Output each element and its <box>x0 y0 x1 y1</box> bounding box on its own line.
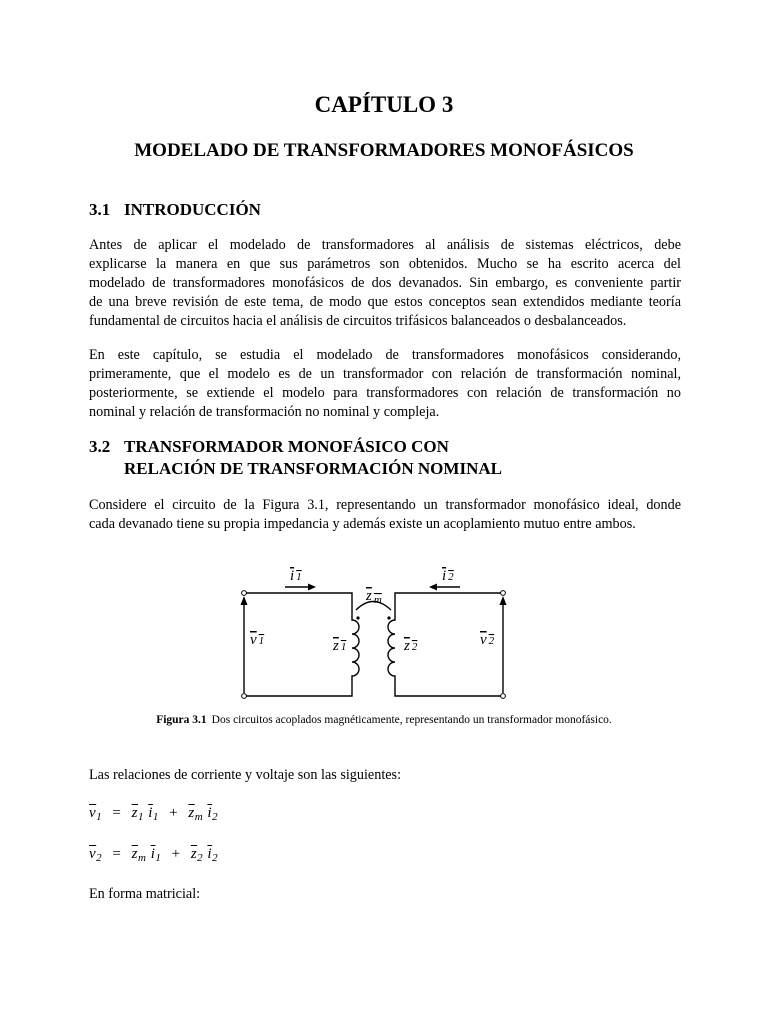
text-line: primeramente, que el modelo es de un transformador con relación de transformación nominal, <box>89 366 681 382</box>
section-number: 3.2 <box>89 437 111 456</box>
text-line: Antes de aplicar el modelado de transformadores al análisis de sistemas eléctricos, debe <box>89 237 681 253</box>
transformer-circuit-diagram <box>0 560 768 710</box>
terminal-bottom-right <box>501 694 506 699</box>
polarity-dot-secondary <box>387 616 390 619</box>
terminal-top-right <box>501 591 506 596</box>
paragraph-intro-1 <box>89 236 681 331</box>
i1-arrowhead <box>308 584 316 591</box>
polarity-dot-primary <box>356 616 359 619</box>
section-number: 3.1 <box>89 200 111 219</box>
eq-operator: + <box>169 805 179 821</box>
v1-arrowhead <box>241 596 248 605</box>
eq-operator: = <box>112 846 122 862</box>
v2-arrowhead <box>500 596 507 605</box>
text-line: posteriormente, se extiende el modelo para transformadores con relación de transformación no <box>89 385 681 401</box>
paragraph-intro-2 <box>89 346 681 422</box>
left-top-wire <box>244 593 352 608</box>
terminal-top-left <box>242 591 247 596</box>
chapter-heading: CAPÍTULO 3 <box>314 92 454 117</box>
text-line: cada devanado tiene su propia impedancia y además existe un acoplamiento mutuo entre ambos. <box>89 516 636 532</box>
eq-symbol: $\overline{z}$ <box>131 846 138 862</box>
figure-caption <box>0 714 768 726</box>
section-title-line-1: TRANSFORMADOR MONOFÁSICO CON <box>124 437 449 456</box>
eq-subscript: m <box>194 811 204 823</box>
eq-symbol: $\overline{v}$ <box>89 846 97 862</box>
eq-subscript: 1 <box>137 811 144 823</box>
text-line: Las relaciones de corriente y voltaje son las siguientes: <box>89 767 402 783</box>
terminal-bottom-left <box>242 694 247 699</box>
eq-subscript: m <box>137 852 147 864</box>
eq-symbol: $\overline{z}$ <box>188 805 195 821</box>
label-z1: z 1 <box>333 638 347 654</box>
eq-subscript: 1 <box>155 852 162 864</box>
text-line: En este capítulo, se estudia el modelado de transformadores monofásicos considerando, <box>89 347 681 363</box>
section-title-line-2: RELACIÓN DE TRANSFORMACIÓN NOMINAL <box>124 459 502 478</box>
eq-operator: + <box>171 846 181 862</box>
right-top-wire <box>395 593 503 608</box>
eq-subscript: 2 <box>212 811 219 823</box>
text-line: explicarse la manera en que sus parámetros son obtenidos. Mucho se ha escrito acerca del <box>89 256 681 272</box>
section-title: INTRODUCCIÓN <box>124 200 261 219</box>
label-zm: z $_m$ <box>366 588 382 606</box>
label-z2: z 2 <box>404 638 418 654</box>
figure-caption-text: Dos circuitos acoplados magnéticamente, representando un transformador monofásico. <box>211 714 612 726</box>
text-line: En forma matricial: <box>89 886 201 902</box>
text-line: Considere el circuito de la Figura 3.1, representando un transformador monofásico ideal, donde <box>89 497 681 513</box>
i2-arrowhead <box>429 584 437 591</box>
label-i1: i 1 <box>290 568 302 584</box>
eq-subscript: 1 <box>152 811 159 823</box>
equation-v2 <box>89 846 218 864</box>
figure-caption-label: Figura 3.1 <box>156 714 207 726</box>
label-i2: i 2 <box>442 568 454 584</box>
eq-symbol: $\overline{v}$ <box>89 805 97 821</box>
chapter-title: MODELADO DE TRANSFORMADORES MONOFÁSICOS <box>134 140 634 161</box>
right-bottom-wire <box>395 680 503 696</box>
eq-symbol: $\overline{i}$ <box>207 846 213 862</box>
eq-symbol: $\overline{i}$ <box>148 805 153 821</box>
eq-subscript: 1 <box>96 811 103 823</box>
section-heading-intro <box>89 199 261 221</box>
section-heading-nominal <box>89 436 502 480</box>
text-line: de una breve revisión de este tema, de modo que estos conceptos sean extendidos mediante teoría <box>89 294 681 310</box>
eq-subscript: 2 <box>96 852 103 864</box>
text-line: nominal y relación de transformación no nominal y compleja. <box>89 404 440 420</box>
eq-subscript: 2 <box>212 852 219 864</box>
eq-symbol: $\overline{i}$ <box>207 805 213 821</box>
text-line: modelado de transformadores monofásicos de dos devanados. Sin embargo, es conveniente partir <box>89 275 681 291</box>
paragraph-relations <box>89 766 681 785</box>
eq-symbol: $\overline{z}$ <box>131 805 138 821</box>
eq-symbol: $\overline{i}$ <box>150 846 156 862</box>
eq-subscript: 2 <box>197 852 204 864</box>
left-bottom-wire <box>244 680 352 696</box>
eq-symbol: $\overline{z}$ <box>190 846 198 862</box>
label-v1: v 1 <box>250 632 265 648</box>
label-v2: v 2 <box>480 632 495 648</box>
eq-operator: = <box>112 805 122 821</box>
paragraph-matrix-form <box>89 885 681 904</box>
text-line: fundamental de circuitos hacia el análisis de circuitos trifásicos balanceados o desbalanceados. <box>89 313 627 329</box>
equation-v1 <box>89 805 218 823</box>
paragraph-consider <box>89 496 681 534</box>
